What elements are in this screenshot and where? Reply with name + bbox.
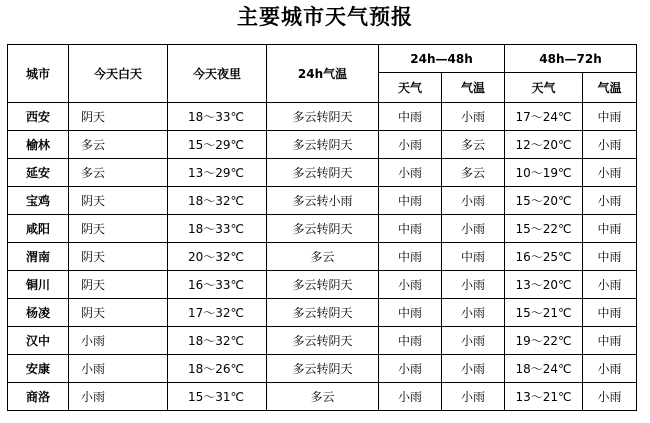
cell-night: 18～33℃ [168,103,267,131]
cell-temp-72: 小雨 [583,383,637,411]
forecast-table [7,44,637,411]
cell-night: 18～32℃ [168,187,267,215]
cell-weather-72: 15～21℃ [505,299,583,327]
cell-city: 商洛 [8,383,69,411]
cell-city: 宝鸡 [8,187,69,215]
cell-temp-72: 中雨 [583,327,637,355]
cell-night: 18～33℃ [168,215,267,243]
cell-temp24: 多云 [267,383,379,411]
cell-temp-48: 小雨 [442,327,505,355]
cell-city: 榆林 [8,131,69,159]
cell-weather-48: 中雨 [379,103,442,131]
cell-day: 小雨 [69,383,168,411]
table-row [8,299,637,327]
header-today-day: 今天白天 [69,45,168,103]
cell-city: 渭南 [8,243,69,271]
cell-temp24: 多云转阴天 [267,355,379,383]
table-row [8,327,637,355]
header-temp-48: 气温 [442,73,505,103]
cell-day: 阴天 [69,215,168,243]
cell-night: 18～32℃ [168,327,267,355]
header-temp24: 24h气温 [267,45,379,103]
table-row [8,159,637,187]
cell-temp-48: 小雨 [442,299,505,327]
cell-weather-48: 小雨 [379,355,442,383]
cell-temp-72: 小雨 [583,271,637,299]
cell-temp-72: 中雨 [583,103,637,131]
cell-weather-72: 17～24℃ [505,103,583,131]
cell-temp-48: 小雨 [442,103,505,131]
cell-temp-72: 小雨 [583,187,637,215]
table-row [8,103,637,131]
cell-temp24: 多云 [267,243,379,271]
cell-temp24: 多云转阴天 [267,159,379,187]
cell-temp-72: 小雨 [583,159,637,187]
cell-day: 阴天 [69,299,168,327]
cell-weather-72: 13～21℃ [505,383,583,411]
table-row [8,383,637,411]
cell-weather-48: 中雨 [379,187,442,215]
cell-city: 安康 [8,355,69,383]
cell-temp24: 多云转阴天 [267,271,379,299]
cell-temp-48: 小雨 [442,271,505,299]
cell-temp-72: 中雨 [583,299,637,327]
cell-temp-72: 中雨 [583,215,637,243]
cell-temp-48: 小雨 [442,355,505,383]
cell-temp24: 多云转阴天 [267,299,379,327]
header-weather-72: 天气 [505,73,583,103]
cell-city: 汉中 [8,327,69,355]
cell-temp-72: 小雨 [583,131,637,159]
header-city: 城市 [8,45,69,103]
cell-day: 小雨 [69,327,168,355]
cell-night: 18～26℃ [168,355,267,383]
cell-weather-72: 12～20℃ [505,131,583,159]
cell-weather-72: 16～25℃ [505,243,583,271]
cell-city: 杨凌 [8,299,69,327]
cell-temp-48: 小雨 [442,215,505,243]
cell-weather-48: 小雨 [379,159,442,187]
table-row [8,355,637,383]
cell-weather-72: 10～19℃ [505,159,583,187]
cell-night: 13～29℃ [168,159,267,187]
cell-city: 铜川 [8,271,69,299]
cell-night: 20～32℃ [168,243,267,271]
cell-temp24: 多云转阴天 [267,327,379,355]
cell-weather-48: 中雨 [379,243,442,271]
cell-night: 16～33℃ [168,271,267,299]
cell-temp-48: 小雨 [442,187,505,215]
cell-weather-48: 小雨 [379,383,442,411]
cell-weather-48: 小雨 [379,131,442,159]
cell-night: 17～32℃ [168,299,267,327]
cell-weather-72: 15～22℃ [505,215,583,243]
cell-weather-48: 中雨 [379,299,442,327]
cell-weather-72: 13～20℃ [505,271,583,299]
cell-weather-72: 15～20℃ [505,187,583,215]
cell-temp24: 多云转小雨 [267,187,379,215]
cell-temp24: 多云转阴天 [267,215,379,243]
header-tonight: 今天夜里 [168,45,267,103]
cell-temp-48: 中雨 [442,243,505,271]
cell-temp-48: 多云 [442,159,505,187]
table-row [8,243,637,271]
cell-temp-72: 中雨 [583,243,637,271]
table-row [8,131,637,159]
table-row [8,271,637,299]
page-title: 主要城市天气预报 [237,4,413,29]
cell-night: 15～31℃ [168,383,267,411]
cell-day: 多云 [69,131,168,159]
cell-temp-48: 多云 [442,131,505,159]
cell-day: 阴天 [69,271,168,299]
cell-city: 西安 [8,103,69,131]
cell-day: 小雨 [69,355,168,383]
table-row [8,215,637,243]
cell-weather-48: 中雨 [379,327,442,355]
cell-weather-72: 19～22℃ [505,327,583,355]
cell-weather-72: 18～24℃ [505,355,583,383]
header-row-1 [8,45,637,73]
cell-temp24: 多云转阴天 [267,103,379,131]
header-range-48-72: 48h—72h [505,45,637,73]
cell-day: 阴天 [69,243,168,271]
cell-temp-48: 小雨 [442,383,505,411]
cell-weather-48: 中雨 [379,215,442,243]
header-weather-48: 天气 [379,73,442,103]
cell-weather-48: 小雨 [379,271,442,299]
cell-city: 咸阳 [8,215,69,243]
table-row [8,187,637,215]
cell-temp24: 多云转阴天 [267,131,379,159]
cell-temp-72: 小雨 [583,355,637,383]
cell-day: 多云 [69,159,168,187]
header-temp-72: 气温 [583,73,637,103]
cell-day: 阴天 [69,187,168,215]
cell-day: 阴天 [69,103,168,131]
cell-city: 延安 [8,159,69,187]
header-range-24-48: 24h—48h [379,45,505,73]
cell-night: 15～29℃ [168,131,267,159]
